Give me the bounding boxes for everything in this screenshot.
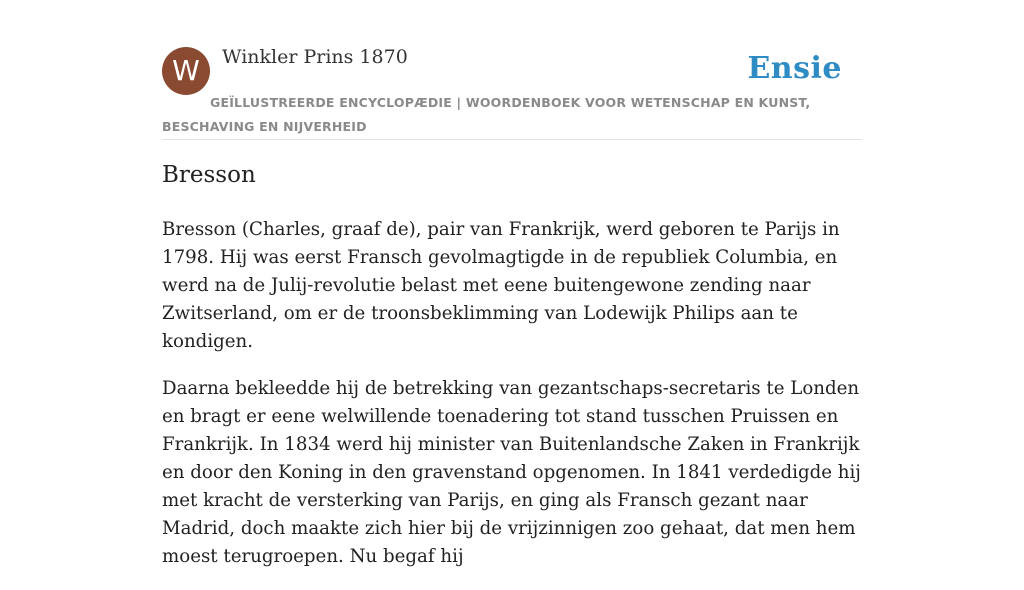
entry-title: Bresson — [162, 162, 256, 188]
entry-paragraph-2: Daarna bekleedde hij de betrekking van gezantschaps-secretaris te Londen en bragt er eene welwillende toenadering tot stand tusschen Pruissen en Frankrijk. In 1834 werd hij minister van Buitenlandsche Zaken in Frankrijk en door den Koning in den gravenstand opgenomen. In 1841 verdedigde hij met kracht de versterking van Parijs, en ging als Fransch gezant naar Madrid, doch maakte zich hier bij de vrijzinnigen zoo gehaat, dat men hem moest terugroepen. Nu begaf hij — [162, 378, 861, 567]
source-avatar[interactable]: W — [162, 47, 210, 95]
header-divider — [162, 139, 862, 140]
ensie-logo-link[interactable]: Ensie — [747, 51, 842, 86]
entry-paragraph-1: Bresson (Charles, graaf de), pair van Frankrijk, werd geboren te Parijs in 1798. Hij was eerst Fransch gevolmagtigde in de republiek Columbia, en werd na de Julij-revolutie belast met eene buitengewone zending naar Zwitserland, om er de troonsbeklimming van Lodewijk Philips aan te kondigen. — [162, 219, 840, 352]
source-subtitle: GEÏLLUSTREERDE ENCYCLOPÆDIE | WOORDENBOEK VOOR WETENSCHAP EN KUNST, BESCHAVING EN NIJVERHEID — [162, 95, 811, 134]
source-title-link[interactable]: Winkler Prins 1870 — [222, 46, 408, 68]
entry-body — [162, 216, 862, 590]
